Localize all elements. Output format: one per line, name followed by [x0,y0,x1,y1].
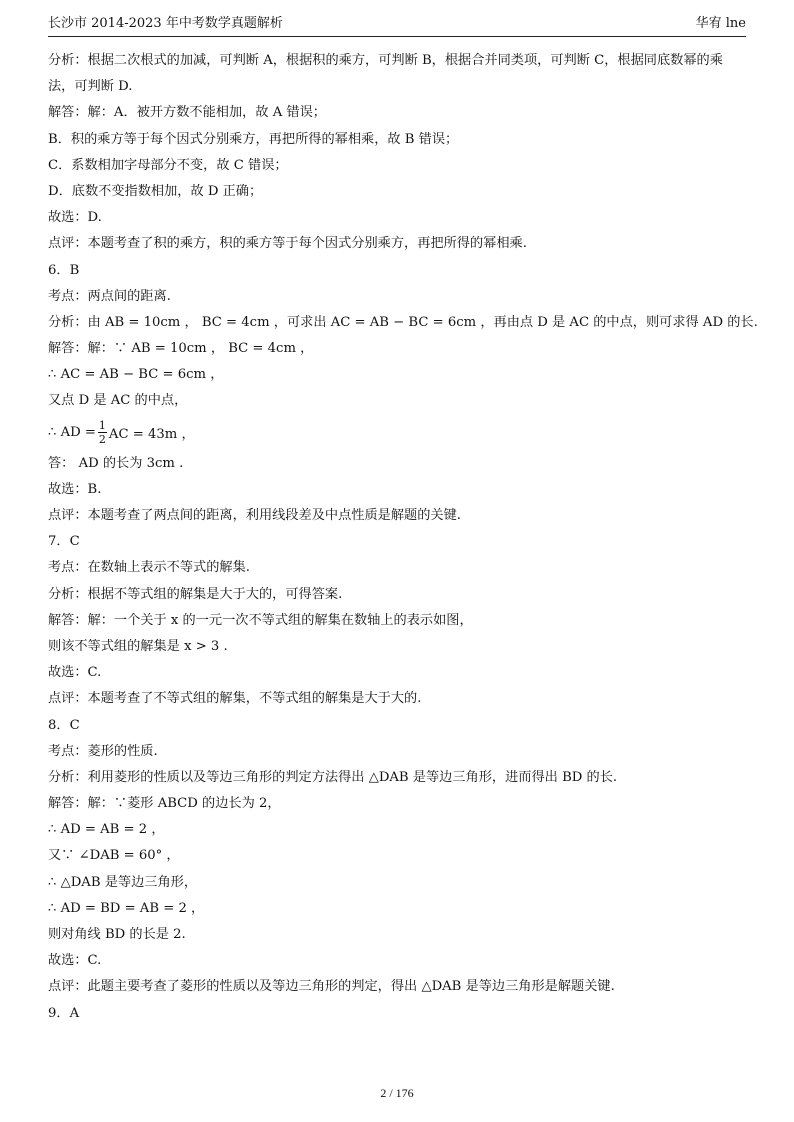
text-line: 点评：本题考查了不等式组的解集，不等式组的解集是大于大的. [48,691,422,707]
question-number: 6．B [48,262,80,278]
text-line: 分析：根据不等式组的解集是大于大的，可得答案. [48,586,343,602]
text-line: 点评：本题考查了两点间的距离，利用线段差及中点性质是解题的关键. [48,508,462,524]
page-content [48,48,758,1027]
text-line: 又∵ ∠DAB = 60° ， [48,848,180,864]
header-title: 长沙市 2014-2023 年中考数学真题解析 [48,16,283,31]
question-number: 8．C [48,717,80,733]
text-line: 则该不等式组的解集是 x > 3 . [48,638,228,654]
text-line: 解答：解：∵ AB = 10cm ， BC = 4cm ， [48,341,314,357]
text-line: 分析：根据二次根式的加减，可判断 A，根据积的乘方，可判断 B，根据合并同类项，可判断 C，根据同底数幂的乘法，可判断 D. [48,53,723,95]
question-number: 7．C [48,534,80,550]
text-line: 解答：解：∵菱形 ABCD 的边长为 2， [48,796,281,812]
text-line: 考点：两点间的距离. [48,288,171,304]
fraction-prefix: ∴ AD = [48,425,96,441]
fraction-denominator: 2 [98,433,106,447]
text-line: 考点：菱形的性质. [48,743,158,759]
text-line: 解答：解：A．被开方数不能相加，故 A 错误； [48,105,326,121]
text-line: 则对角线 BD 的长是 2. [48,927,186,943]
text-line: ∴ AD = BD = AB = 2 ， [48,900,205,916]
text-line: 故选：D. [48,210,102,226]
text-line: 点评：本题考查了积的乘方，积的乘方等于每个因式分别乘方，再把所得的幂相乘. [48,236,527,252]
question-number: 9．A [48,1005,80,1021]
text-line: 故选：C. [48,665,102,681]
header-author: 华宥 lne [695,16,746,31]
text-line: 答： AD 的长为 3cm . [48,455,184,471]
text-line: D．底数不变指数相加，故 D 正确； [48,183,263,199]
text-line: ∴ AD = AB = 2 ， [48,822,165,838]
text-line: ∴ △DAB 是等边三角形， [48,874,198,890]
fraction-line [48,415,746,451]
text-line: 考点：在数轴上表示不等式的解集. [48,560,251,576]
fraction-numerator: 1 [98,419,106,433]
text-line: 又点 D 是 AC 的中点， [48,393,188,409]
text-line: ∴ AC = AB − BC = 6cm ， [48,367,224,383]
text-line: 故选：B. [48,481,102,497]
text-line: 解答：解：一个关于 x 的一元一次不等式组的解集在数轴上的表示如图， [48,612,473,628]
text-line: 分析：利用菱形的性质以及等边三角形的判定方法得出 △DAB 是等边三角形，进而得出 BD 的长. [48,769,618,785]
text-line: C．系数相加字母部分不变，故 C 错误； [48,157,288,173]
fraction [98,419,107,446]
page-number: 2 / 176 [380,1086,414,1100]
text-line: B．积的乘方等于每个因式分别乘方，再把所得的幂相乘，故 B 错误； [48,131,459,147]
page-header [48,14,746,37]
text-line: 点评：此题主要考查了菱形的性质以及等边三角形的判定，得出 △DAB 是等边三角形是解题关键. [48,979,615,995]
fraction-suffix: AC = 43m ， [108,427,195,443]
text-line: 故选：C. [48,953,102,969]
text-line: 分析：由 AB = 10cm ， BC = 4cm ，可求出 AC = AB − BC = 6cm ，再由点 D 是 AC 的中点，则可求得 AD 的长. [48,314,758,330]
